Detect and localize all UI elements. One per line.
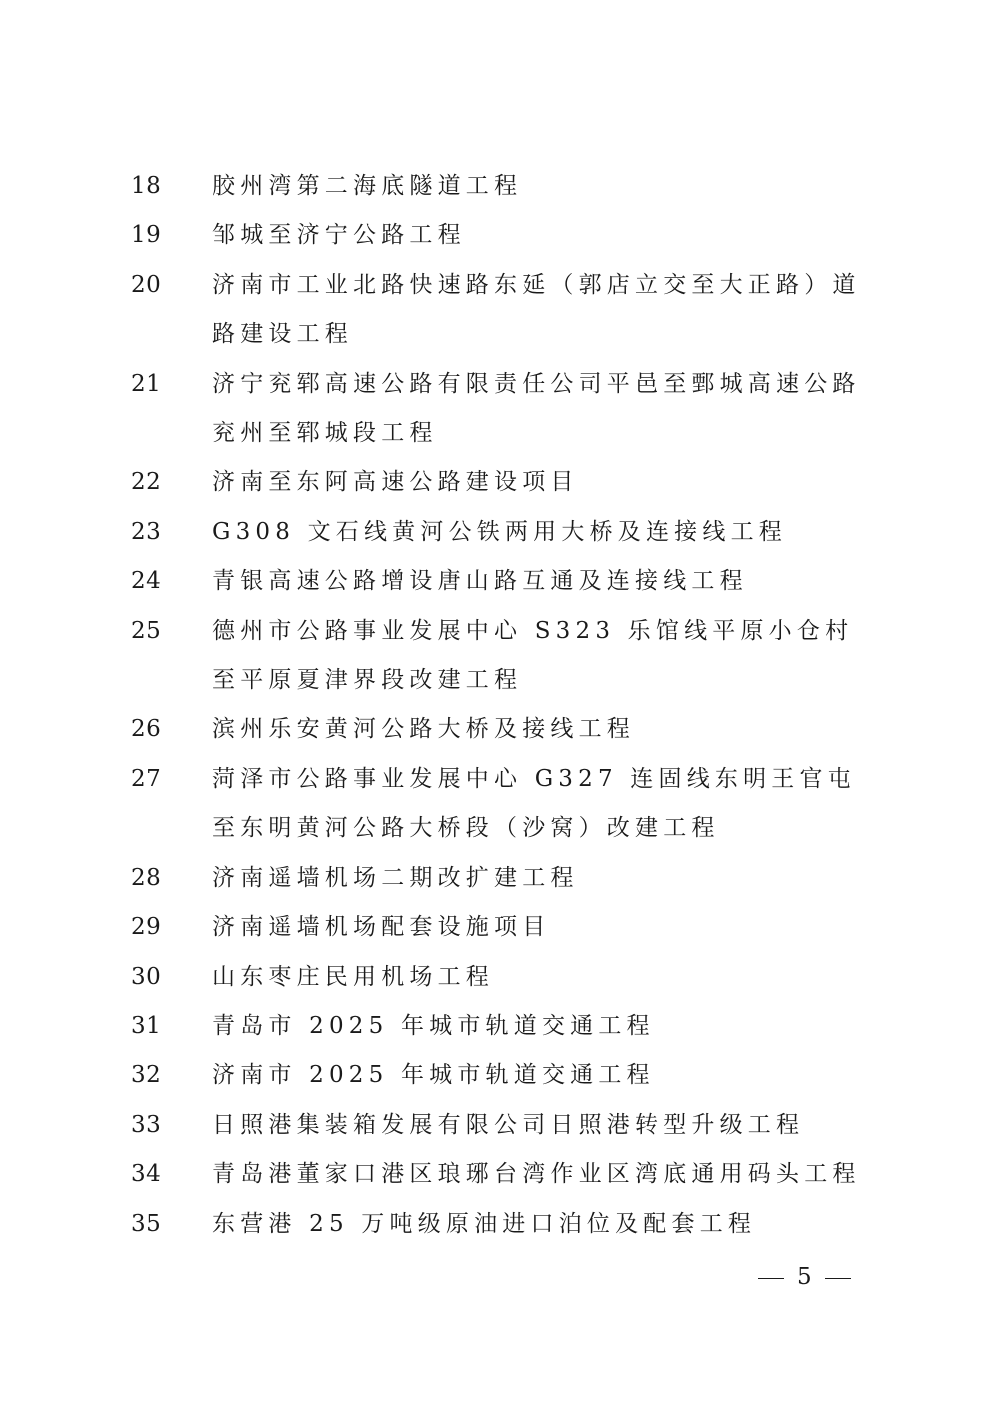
right-dash [825, 1278, 851, 1279]
item-number: 20 [131, 271, 162, 298]
list-item [0, 705, 1000, 754]
item-name: 山东枣庄民用机场工程 [212, 963, 494, 990]
item-number: 34 [131, 1161, 162, 1188]
list-item [0, 1200, 1000, 1249]
list-item [0, 458, 1000, 507]
item-number: 24 [131, 568, 162, 595]
item-number: 18 [131, 173, 162, 199]
page-number-group [758, 1262, 851, 1292]
list-item [0, 607, 1000, 706]
item-number: 35 [131, 1210, 162, 1237]
item-name: 胶州湾第二海底隧道工程 [212, 173, 523, 199]
item-number: 25 [131, 617, 162, 644]
item-number: 32 [131, 1062, 162, 1089]
page-number: 5 [797, 1264, 812, 1290]
list-item [0, 360, 1000, 459]
item-number: 26 [131, 716, 162, 743]
item-name: 济南遥墙机场配套设施项目 [212, 914, 551, 941]
item-name: 济南市 2025 年城市轨道交通工程 [212, 1062, 655, 1089]
item-name: 菏泽市公路事业发展中心 G327 连固线东明王官屯至东明黄河公路大桥段（沙窝）改建工程 [212, 765, 856, 842]
item-name: 日照港集装箱发展有限公司日照港转型升级工程 [212, 1111, 805, 1138]
list-item [0, 1150, 1000, 1199]
list-item [0, 1051, 1000, 1100]
list-item [0, 1002, 1000, 1051]
item-name: G308 文石线黄河公铁两用大桥及连接线工程 [212, 518, 787, 545]
item-name: 东营港 25 万吨级原油进口泊位及配套工程 [212, 1210, 757, 1237]
item-number: 27 [131, 765, 162, 792]
list-item [0, 953, 1000, 1002]
item-name: 济南至东阿高速公路建设项目 [212, 469, 579, 496]
item-name: 邹城至济宁公路工程 [212, 222, 466, 249]
list-item [0, 211, 1000, 260]
item-number: 33 [131, 1111, 162, 1138]
list-item [0, 508, 1000, 557]
list-item [0, 261, 1000, 360]
item-number: 28 [131, 864, 162, 891]
list-item [0, 557, 1000, 606]
item-name: 青岛港董家口港区琅琊台湾作业区湾底通用码头工程 [212, 1161, 861, 1188]
item-number: 29 [131, 914, 162, 941]
list-item [0, 903, 1000, 952]
left-dash [758, 1278, 784, 1279]
item-name: 滨州乐安黄河公路大桥及接线工程 [212, 716, 635, 743]
list-item [0, 755, 1000, 854]
item-number: 31 [131, 1012, 162, 1039]
project-list [0, 162, 1000, 1249]
list-item [0, 162, 1000, 211]
item-name: 德州市公路事业发展中心 S323 乐馆线平原小仓村至平原夏津界段改建工程 [212, 617, 854, 694]
item-name: 青银高速公路增设唐山路互通及连接线工程 [212, 568, 748, 595]
item-name: 济宁兖郓高速公路有限责任公司平邑至鄄城高速公路兖州至郓城段工程 [212, 370, 861, 447]
item-number: 19 [131, 222, 162, 249]
item-name: 青岛市 2025 年城市轨道交通工程 [212, 1012, 655, 1039]
item-number: 30 [131, 963, 162, 990]
list-item [0, 854, 1000, 903]
item-name: 济南遥墙机场二期改扩建工程 [212, 864, 579, 891]
item-number: 22 [131, 469, 162, 496]
item-number: 21 [131, 370, 162, 397]
item-number: 23 [131, 518, 162, 545]
list-item [0, 1101, 1000, 1150]
item-name: 济南市工业北路快速路东延（郭店立交至大正路）道路建设工程 [212, 271, 861, 348]
